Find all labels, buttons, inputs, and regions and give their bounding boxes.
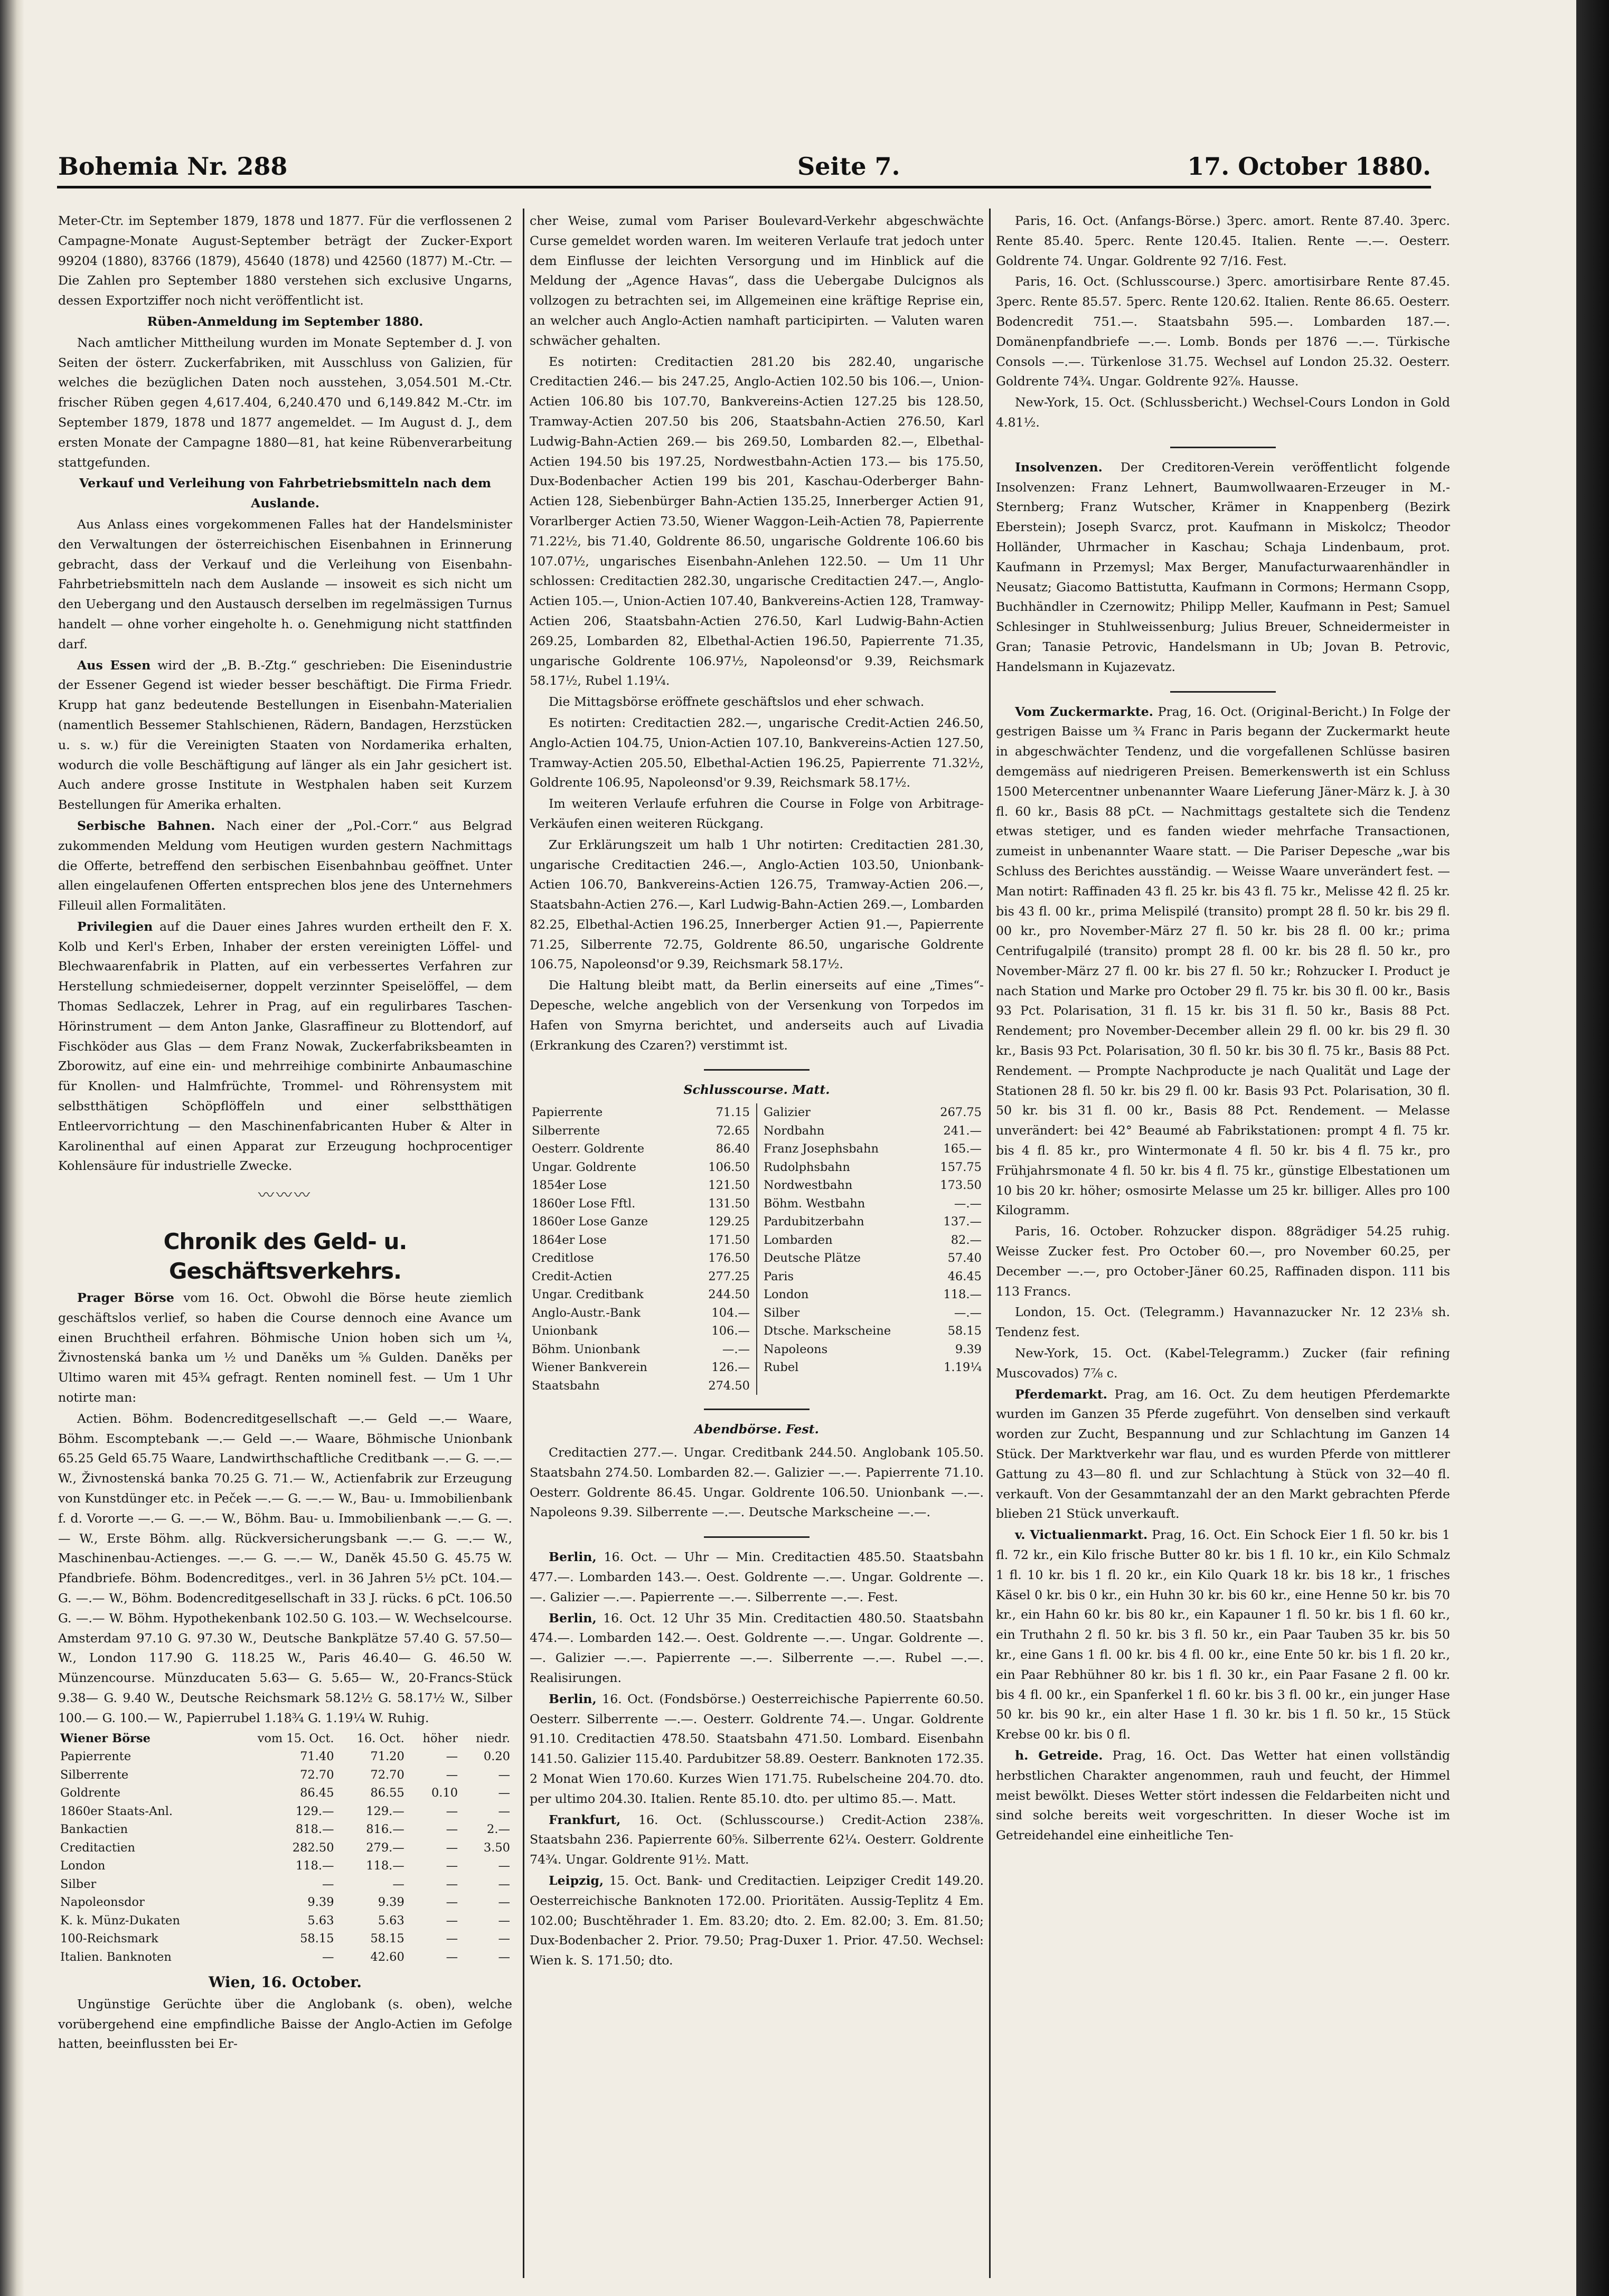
article: [996, 702, 1450, 1221]
table-row: [530, 1158, 752, 1177]
table-cell: 1860er Staats-Anl.: [60, 1804, 173, 1818]
table-cell: Lombarden: [764, 1233, 833, 1247]
column-3: [996, 211, 1450, 2281]
table-header-cell: vom 15. Oct.: [257, 1731, 334, 1745]
table-cell: Creditlose: [532, 1251, 594, 1265]
article: [996, 1525, 1450, 1745]
table-cell: —: [446, 1859, 458, 1873]
table-cell: Italien. Banknoten: [60, 1950, 172, 1964]
article-body: auf die Dauer eines Jahres wurden ertheilt den F. X. Kolb und Kerl's Erben, Inhaber der ersten vereinigten Löffel- und Blechwaarenfabrik in Platten, auf ein verbessertes Verfahren zur Herstellung schmiedeiserner, doppelt verzinnter Speiselöffel, — dem Thomas Sedlaczek, Lehrer in Prag, auf ein regulirbares Taschen-Hörinstrument — dem Anton Janke, Glasraffineur zu Blottendorf, auf Fischköder aus Glas — dem Franz Nowak, Zuckerfabriksbeamten in Zborowitz, auf eine ein- und mehrreihige combinirte Anbaumaschine für Knollen- und Halmfrüchte, Trommel- und Röhrensystem mit selbstthätigen Schöpflöffeln und einer selbstthätigen Entleervorrichtung — den Maschinenfabricanten Huber & Alter in Karolinenthal auf einen Apparat zur Erzeugung hochprocentiger Kohlensäure für industrielle Zwecke.: [58, 919, 512, 1174]
table-cell: 818.—: [295, 1822, 334, 1837]
table-cell: Pardubitzerbahn: [764, 1215, 864, 1229]
page-gutter-shadow: [0, 0, 24, 2296]
table-cell: Silberrente: [60, 1768, 129, 1782]
table-cell: 173.50: [940, 1178, 982, 1193]
table-row: [761, 1286, 984, 1304]
article-body: Der Creditoren-Verein veröffentlicht folgende Insolvenzen: Franz Lehnert, Baumwollwaaren-Erzeuger in M.-Sternberg; Franz Wutscher, Krämer in Knappenberg (Bezirk Eberstein); Joseph Svarcz, prot. Kaufmann in Miskolcz; Theodor Holländer, Uhrmacher in Kaschau; Schaja Lindenbaum, prot. Kaufmann in Przemysl; Max Berger, Manufacturwaarenhändler in Neusatz; Giacomo Battistutta, Kaufmann in Cormons; Hermann Csopp, Buchhändler in Czernowitz; Philipp Meller, Kaufmann in Pest; Samuel Schlesinger in Stuhlweissenburg; Julius Breuer, Schneidermeister in Gran; Tanasie Petrovic, Handelsmann in Ub; Jovan B. Petrovic, Handelsmann in Kujazevatz.: [996, 459, 1450, 674]
table-row: [530, 1286, 752, 1304]
article-heading: Aus Essen: [77, 657, 151, 673]
article: [58, 656, 512, 815]
article-body: 15. Oct. Bank- und Creditactien. Leipziger Credit 149.20. Oesterreichische Banknoten 172.00. Prioritäten. Aussig-Teplitz 4 Em. 102.00; Buschtěhrader 1. Em. 83.20; dto. 2. Em. 82.00; 3. Em. 81.50; Dux-Bodenbacher 2. Prior. 79.50; Prag-Duxer 1. Prior. 47.50. Wechsel: Wien k. S. 171.50; dto.: [530, 1873, 984, 1968]
table-cell: 129.25: [708, 1215, 750, 1229]
table-cell: 86.40: [716, 1142, 750, 1156]
paragraph: London, 15. Oct. (Telegramm.) Havannazucker Nr. 12 23⅛ sh. Tendenz fest.: [996, 1305, 1450, 1340]
table-cell: —: [498, 1913, 510, 1927]
table-row: [58, 1766, 512, 1784]
table-row: [761, 1340, 984, 1359]
table-cell: —: [446, 1822, 458, 1837]
table-row: [530, 1358, 752, 1377]
table-cell: Nordbahn: [764, 1123, 825, 1138]
paragraph: Die Haltung bleibt matt, da Berlin einerseits auf eine „Times“-Depesche, welche angeblich von der Versenkung von Torpedos im Hafen von Smyrna berichtet, und anderseits auch auf Livadia (Erkrankung des Czaren?) verstimmt ist.: [530, 978, 984, 1053]
table-cell: —: [446, 1950, 458, 1964]
paragraph: Aus Anlass eines vorgekommenen Falles hat der Handelsminister den Verwaltungen der österreichischen Eisenbahnen in Erinnerung gebracht, dass der Verkauf und die Verleihung von Eisenbahn-Fahrbetriebsmitteln nach dem Auslande — insoweit es sich nicht um den Uebergang und den Austausch derselben im regelmässigen Turnus handelt — ohne vorher eingeholte h. o. Genehmigung nicht stattfinden darf.: [58, 516, 512, 651]
table-row: [761, 1122, 984, 1140]
paragraph: Zur Erklärungszeit um halb 1 Uhr notirten: Creditactien 281.30, ungarische Creditactien 246.—, Anglo-Actien 103.50, Unionbank-Actien 106.70, Bankvereins-Actien 126.75, Tramway-Actien 206.—, Staatsbahn-Actien 276.—, Karl Ludwig-Bahn-Actien 269.—, Lombarden 82.25, Elbethal-Actien 196.25, Innerberger Actien 91.—, Papierrente 71.25, Silberrente 72.75, Goldrente 86.50, ungarische Goldrente 106.75, Napoleonsd'or 9.39, Reichsmark 58.17½.: [530, 837, 984, 972]
table-cell: 131.50: [708, 1196, 750, 1211]
article-heading: Abendbörse. Fest.: [694, 1422, 819, 1437]
table-cell: 1860er Lose Fftl.: [532, 1196, 636, 1211]
table-cell: 282.50: [292, 1840, 334, 1855]
table-cell: —: [498, 1786, 510, 1800]
table-cell: Ungar. Goldrente: [532, 1160, 636, 1174]
table-cell: 244.50: [708, 1288, 750, 1302]
table-cell: 58.15: [947, 1324, 982, 1338]
table-cell: —: [446, 1768, 458, 1782]
table-row: [761, 1249, 984, 1268]
table-left-half: [530, 1103, 757, 1395]
article-heading: Berlin,: [549, 1691, 597, 1706]
paragraph: Actien. Böhm. Bodencreditgesellschaft —.— Geld —.— Waare, Böhm. Escomptebank —.— Geld —.— Waare, Böhmische Unionbank 65.25 Geld 65.75 Waare, Landwirthschaftliche Creditbank —.— G. —.— W., Živnostenská banka 70.25 G. 71.— W., Actienfabrik zur Erzeugung von Kunstdünger etc. in Peček —.— G. —.— W., Bau- u. Immobilienbank f. d. Vororte —.— G. —.— W., Böhm. Bau- u. Immobilienbank —.— G. —.— W., Erste Böhm. allg. Rückversicherungsbank —.— G. —.— W., Maschinenbau-Actienges. —.— G. —.— W., Daněk 45.50 G. 45.75 W. Pfandbriefe. Böhm. Bodencreditges., verl. in 36 Jahren 5½ pCt. 104.— G. —.— W., Böhm. Bodencreditgesellschaft in 33 J. rücks. 6 pCt. 106.50 G. —.— W. Böhm. Hypothekenbank 102.50 G. 103.— W. Wechselcourse. Amsterdam 97.10 G. 97.30 W., Deutsche Bankplätze 57.40 G. 57.50— W., London 117.90 G. 118.25 W., Paris 46.40— G. 46.50 W. Münzencourse. Münzducaten 5.63— G. 5.65— W., 20-Francs-Stück 9.38— G. 9.40 W., Deutsche Reichsmark 58.12½ G. 58.17½ W., Silber 100.— G. 100.— W., Papierrubel 1.18¾ G. 1.19¼ W. Ruhig.: [58, 1411, 512, 1725]
table-cell: Unionbank: [532, 1324, 598, 1338]
table-cell: 9.39: [307, 1895, 334, 1910]
table-cell: Credit-Actien: [532, 1269, 613, 1283]
table-cell: Ungar. Creditbank: [532, 1288, 644, 1302]
article: [58, 917, 512, 1176]
page-number: Seite 7.: [797, 152, 900, 181]
article-heading: h. Getreide.: [1015, 1747, 1103, 1763]
table-cell: 57.40: [947, 1251, 982, 1265]
article-body: Prag, 16. Oct. Das Wetter hat einen vollständig herbstlichen Charakter angenommen, rauh und feucht, der Himmel meist bewölkt. Dieses Wetter stört indessen die Feldarbeiten nicht und sind solche bereits weit vorgeschritten. In dieser Woche ist im Getreidehandel eine einheitliche Ten-: [996, 1747, 1450, 1843]
table-cell: —: [498, 1932, 510, 1946]
article: [530, 1689, 984, 1809]
paragraph: New-York, 15. Oct. (Schlussbericht.) Wechsel-Cours London in Gold 4.81½.: [996, 395, 1450, 430]
table-row: [58, 1802, 512, 1821]
table-cell: Böhm. Unionbank: [532, 1342, 640, 1356]
table-cell: —: [446, 1913, 458, 1927]
article-body: 16. Oct. 12 Uhr 35 Min. Creditactien 480.50. Staatsbahn 474.—. Lombarden 142.—. Oest. Goldrente —.—. Ungar. Goldrente —.—. Galizier —.—. Papierrente —.—. Silberrente —.—. Rubel —.—. Realisirungen.: [530, 1610, 984, 1686]
table-row: [530, 1103, 752, 1122]
table-cell: Rudolphsbahn: [764, 1160, 850, 1174]
table-cell: 71.40: [300, 1750, 334, 1764]
paragraph: Paris, 16. Oct. (Schlusscourse.) 3perc. amortisirbare Rente 87.45. 3perc. Rente 85.57. 5perc. Rente 120.62. Italien. Rente 86.65. Oesterr. Bodencredit 751.—. Staatsbahn 595.—. Lombarden 187.—. Domänenpfandbriefe —.—. Lomb. Bonds per 1876 —.—. Türkische Consols —.—. Türkenlose 31.75. Wechsel auf London 25.32. Oesterr. Goldrente 74¾. Ungar. Goldrente 92⅞. Hausse.: [996, 274, 1450, 389]
table-cell: —: [392, 1877, 404, 1891]
article-body: 16. Oct. (Fondsbörse.) Oesterreichische Papierrente 60.50. Oesterr. Silberrente —.—. Oesterr. Goldrente 74.—. Ungar. Goldrente 91.10. Creditactien 478.50. Staatsbahn 471.50. Lombard. Eisenbahn 141.50. Galizier 115.40. Pardubitzer 58.89. Oesterr. Banknoten 172.35. 2 Monat Wien 170.60. Kurzes Wien 171.75. Rubelscheine 204.70. dto. per ultimo 204.30. Italien. Rente 85.10. dto. per ultimo 85.—. Matt.: [530, 1691, 984, 1806]
table-cell: 176.50: [708, 1251, 750, 1265]
table-row: [58, 1948, 512, 1967]
table-right-half: [757, 1103, 984, 1395]
table-cell: 2.—: [487, 1822, 510, 1837]
table-row: [530, 1322, 752, 1340]
table-header-cell: 16. Oct.: [356, 1731, 404, 1745]
table-cell: Silber: [764, 1306, 800, 1320]
article-heading: Wien, 16. October.: [208, 1973, 362, 1991]
header-rule: [57, 186, 1431, 188]
article: [996, 1746, 1450, 1846]
table-cell: 118.—: [366, 1859, 404, 1873]
column-divider: [523, 209, 524, 2278]
table-cell: Anglo-Austr.-Bank: [532, 1306, 641, 1320]
table-row: [530, 1231, 752, 1250]
table-row: [530, 1195, 752, 1213]
table-cell: Böhm. Westbahn: [764, 1196, 865, 1211]
paragraph: Paris, 16. Oct. (Anfangs-Börse.) 3perc. amort. Rente 87.40. 3perc. Rente 85.40. 5perc. Rente 120.45. Italien. Rente —.—. Oesterr. Goldrente 74. Ungar. Goldrente 92 7/16. Fest.: [996, 213, 1450, 268]
paragraph: cher Weise, zumal vom Pariser Boulevard-Verkehr abgeschwächte Curse gemeldet worden waren. Im weiteren Verlaufe trat jedoch unter dem Einflusse der leichten Versorgung und im Hinblick auf die Meldung der „Agence Havas“, dass die Uebergabe Dulcignos als vollzogen zu betrachten sei, im Allgemeinen eine kräftige Reprise ein, an welcher auch Anglo-Actien namhaft participirten. — Valuten waren schwächer gehalten.: [530, 213, 984, 348]
paragraph: New-York, 15. Oct. (Kabel-Telegramm.) Zucker (fair refining Muscovados) 7⅞ c.: [996, 1346, 1450, 1381]
table-row: [58, 1912, 512, 1930]
table-cell: —: [498, 1804, 510, 1818]
table-cell: 1860er Lose Ganze: [532, 1215, 648, 1229]
article-heading: Vom Zuckermarkte.: [1015, 704, 1153, 719]
separator-rule: [1170, 447, 1276, 448]
article-body: Prag, 16. Oct. Ein Schock Eier 1 fl. 50 kr. bis 1 fl. 72 kr., ein Kilo frische Butter 80 kr. bis 1 fl. 10 kr., ein Kilo Schmalz 1 fl. 10 kr. bis 1 fl. 20 kr., ein Kilo Quark 18 kr. bis 18 kr., 1 frisches Käsel 0 kr. bis 0 kr., ein Huhn 30 kr. bis 60 kr., eine Henne 50 kr. bis 70 kr., ein Hahn 60 kr. bis 80 kr., ein Kapauner 1 fl. 50 kr. bis 1 fl. 60 kr., ein Truthahn 2 fl. 50 kr. bis 3 fl. 50 kr., ein Paar Tauben 35 kr. bis 50 kr., eine Gans 1 fl. 00 kr. bis 4 fl. 00 kr., eine Ente 50 kr. bis 1 fl. 20 kr., ein Paar Rebhühner 80 kr. bis 1 fl. 30 kr., ein Paar Fasane 2 fl. 00 kr. bis 4 fl. 00 kr., ein Spanferkel 1 fl. 60 kr. bis 3 fl. 00 kr., ein junger Hase 50 kr. bis 90 kr., ein alter Hase 1 fl. 30 kr. bis 1 fl. 50 kr., 15 Stück Krebse 00 kr. bis 0 fl.: [996, 1527, 1450, 1742]
table-cell: 1864er Lose: [532, 1233, 607, 1247]
table-cell: 82.—: [951, 1233, 982, 1247]
section-ornament: 〰〰〰: [258, 1186, 312, 1205]
table-title: Schlusscourse. Matt.: [683, 1082, 830, 1098]
table-cell: 58.15: [300, 1932, 334, 1946]
table-cell: 129.—: [366, 1804, 404, 1818]
table-cell: 274.50: [708, 1378, 750, 1393]
separator-rule: [704, 1536, 810, 1538]
table-body: [761, 1103, 984, 1377]
table-cell: 277.25: [708, 1269, 750, 1283]
paragraph: Im weiteren Verlaufe erfuhren die Course in Folge von Arbitrage-Verkäufen einen weiteren Rückgang.: [530, 796, 984, 831]
table-row: [58, 1839, 512, 1857]
table-cell: 165.—: [943, 1142, 982, 1156]
table-cell: 121.50: [708, 1178, 750, 1193]
table-cell: —: [446, 1804, 458, 1818]
table-row: [761, 1103, 984, 1122]
table-cell: 3.50: [483, 1840, 510, 1855]
table-cell: London: [60, 1859, 106, 1873]
table-cell: —: [446, 1840, 458, 1855]
article-heading: Rüben-Anmeldung im September 1880.: [147, 314, 424, 329]
table-cell: —: [498, 1768, 510, 1782]
table-cell: 42.60: [370, 1950, 404, 1964]
table-cell: Staatsbahn: [532, 1378, 600, 1393]
table-cell: 126.—: [711, 1360, 750, 1375]
table-cell: Rubel: [764, 1360, 799, 1375]
table-row: [761, 1195, 984, 1213]
paragraph: Die Mittagsbörse eröffnete geschäftslos und eher schwach.: [549, 694, 925, 710]
table-cell: Silber: [60, 1877, 97, 1891]
table-row: [761, 1304, 984, 1322]
paragraph: Meter-Ctr. im September 1879, 1878 und 1877. Für die verflossenen 2 Campagne-Monate August-September beträgt der Zucker-Export 99204 (1880), 83766 (1879), 45640 (1878) und 42560 (1877) M.-Ctr. — Die Zahlen pro September 1880 verstehen sich exclusive Ungarns, dessen Exportziffer noch nicht veröffentlicht ist.: [58, 213, 512, 308]
table-cell: 58.15: [370, 1932, 404, 1946]
column-divider: [989, 209, 991, 2278]
article-heading: Frankfurt,: [549, 1812, 621, 1827]
article-body: wird der „B. B.-Ztg.“ geschrieben: Die Eisenindustrie der Essener Gegend ist wieder besser beschäftigt. Die Firma Friedr. Krupp hat ganz bedeutende Bestellungen in Eisenbahn-Materialien (namentlich Bessemer Stahlschienen, Rädern, Bandagen, Herzstücken u. s. w.) für die Vereinigten Staaten von Nordamerika erhalten, wodurch die volle Beschäftigung auf länger als ein Jahr gesichert ist. Auch andere grosse Institute in Westphalen haben seit Kurzem Bestellungen für Amerika erhalten.: [58, 657, 512, 812]
table-header-cell: höher: [422, 1731, 458, 1745]
table-row: [530, 1304, 752, 1322]
table-row: [530, 1340, 752, 1359]
table-cell: 5.63: [307, 1913, 334, 1927]
table-row: [761, 1176, 984, 1195]
table-cell: K. k. Münz-Dukaten: [60, 1913, 180, 1927]
table-cell: 816.—: [366, 1822, 404, 1837]
separator-rule: [1170, 691, 1276, 693]
paragraph: Creditactien 277.—. Ungar. Creditbank 244.50. Anglobank 105.50. Staatsbahn 274.50. Lombarden 82.—. Galizier —.—. Papierrente 71.10. Oesterr. Goldrente 86.45. Ungar. Goldrente 106.50. Unionbank —.—. Napoleons 9.39. Silberrente —.—. Deutsche Markscheine —.—.: [530, 1445, 984, 1520]
table-row: [58, 1784, 512, 1802]
table-cell: 71.15: [716, 1106, 750, 1120]
wiener-boerse-table: [58, 1730, 512, 1967]
article: [996, 458, 1450, 677]
table-cell: 100-Reichsmark: [60, 1932, 158, 1946]
table-row: [761, 1158, 984, 1177]
table-cell: Papierrente: [60, 1750, 131, 1764]
table-cell: 106.50: [708, 1160, 750, 1174]
article-heading: v. Victualienmarkt.: [1015, 1527, 1148, 1543]
table-row: [761, 1268, 984, 1286]
table-cell: 267.75: [940, 1106, 982, 1120]
table-cell: 5.63: [378, 1913, 404, 1927]
article-heading: Pferdemarkt.: [1015, 1386, 1107, 1402]
article: [530, 1810, 984, 1870]
table-cell: Papierrente: [532, 1106, 603, 1120]
table-body: [530, 1103, 752, 1395]
table-cell: 72.70: [300, 1768, 334, 1782]
separator-rule: [704, 1069, 810, 1071]
column-1: [58, 211, 512, 2281]
article-heading: Insolvenzen.: [1015, 459, 1103, 475]
table-cell: Nordwestbahn: [764, 1178, 853, 1193]
article: [530, 1871, 984, 1971]
paragraph: Nach amtlicher Mittheilung wurden im Monate September d. J. von Seiten der österr. Zuckerfabriken, mit Ausschluss von Galizien, für welches die bezüglichen Daten noch ausstehen, 3,054.501 M.-Ctr. frischer Rüben gegen 4,617.404, 6,240.470 und 6,149.842 M.-Ctr. im September 1879, 1878 und 1877 angemeldet. — Im August d. J., dem ersten Monate der Campagne 1880—81, hat keine Rübenverarbeitung stattgefunden.: [58, 335, 512, 470]
table-row: [761, 1358, 984, 1377]
table-cell: Dtsche. Markscheine: [764, 1324, 891, 1338]
table-cell: 0.20: [483, 1750, 510, 1764]
table-cell: 9.39: [955, 1342, 982, 1356]
table-cell: Oesterr. Goldrente: [532, 1142, 645, 1156]
table-cell: 1.19¼: [944, 1360, 982, 1375]
table-cell: 106.—: [711, 1324, 750, 1338]
article-heading: Serbische Bahnen.: [77, 818, 215, 833]
table-cell: London: [764, 1288, 809, 1302]
table-cell: 72.70: [370, 1768, 404, 1782]
paragraph: Es notirten: Creditactien 281.20 bis 282.40, ungarische Creditactien 246.— bis 247.25, Anglo-Actien 102.50 bis 106.—, Union-Actien 106.80 bis 107.70, Bankvereins-Actien 127.25 bis 128.50, Tramway-Actien 207.50 bis 206, Staatsbahn-Actien 276.50, Karl Ludwig-Bahn-Actien 269.— bis 269.50, Lombarden 82.—, Elbethal-Actien 194.50 bis 197.25, Nordwestbahn-Actien 173.— bis 175.50, Dux-Bodenbacher Actien 199 bis 201, Kaschau-Oderberger Bahn-Actien 128, Siebenbürger Bahn-Actien 135.25, Innerberger Actien 91, Vorarlberger Actien 73.50, Wiener Waggon-Leih-Actien 78, Papierrente 71.22½, bis 71.40, Goldrente 86.50, ungarische Goldrente 106.60 bis 107.07½, ungarisches Eisenbahn-Anlehen 122.50. — Um 11 Uhr schlossen: Creditactien 282.30, ungarische Creditactien 247.—, Anglo-Actien 105.—, Union-Actien 107.40, Bankvereins-Actien 128, Tramway-Actien 206, Staatsbahn-Actien 276.50, Karl Ludwig-Bahn-Actien 269.25, Lombarden 82, Elbethal-Actien 196.50, Papierrente 71.35, ungarische Goldrente 106.97½, Napoleonsd'or 9.39, Reichsmark 58.17½, Rubel 1.19¼.: [530, 354, 984, 688]
table-cell: —: [498, 1859, 510, 1873]
table-row: [58, 1857, 512, 1875]
table-cell: 241.—: [943, 1123, 982, 1138]
table-cell: —.—: [954, 1196, 982, 1211]
table-cell: Galizier: [764, 1106, 811, 1120]
table-header-cell: Wiener Börse: [60, 1731, 150, 1745]
table-cell: —.—: [954, 1306, 982, 1320]
table-cell: Deutsche Plätze: [764, 1251, 861, 1265]
table-cell: 129.—: [295, 1804, 334, 1818]
table-cell: 1854er Lose: [532, 1178, 607, 1193]
table-row: [58, 1747, 512, 1766]
table-cell: 86.45: [300, 1786, 334, 1800]
table-row: [530, 1140, 752, 1158]
table-row: [530, 1249, 752, 1268]
table-row: [761, 1322, 984, 1340]
article-heading: Verkauf und Verleihung von Fahrbetriebsmitteln nach dem Auslande.: [79, 476, 491, 511]
table-cell: 46.45: [947, 1269, 982, 1283]
article-heading: Berlin,: [549, 1549, 597, 1565]
table-row: [530, 1122, 752, 1140]
table-row: [530, 1213, 752, 1231]
table-header-row: [58, 1730, 512, 1748]
article: [58, 1288, 512, 1408]
article-heading: Prager Börse: [77, 1290, 174, 1306]
table-cell: Bankactien: [60, 1822, 128, 1837]
table-cell: Creditactien: [60, 1840, 135, 1855]
table-cell: 104.—: [711, 1306, 750, 1320]
table-cell: —: [446, 1877, 458, 1891]
table-cell: —: [446, 1895, 458, 1910]
masthead: Bohemia Nr. 288: [58, 152, 288, 181]
table-cell: —: [498, 1877, 510, 1891]
schlusscourse-table: [530, 1103, 984, 1395]
article: [530, 1547, 984, 1607]
page-edge-shadow: [1576, 0, 1609, 2296]
article-body: Prag, am 16. Oct. Zu dem heutigen Pferdemarkte wurden im Ganzen 35 Pferde zugeführt. Von denselben sind verkauft worden zur Zucht, Bespannung und zur Schlachtung im Ganzen 14 Stück. Der Marktverkehr war flau, und es wurden Pferde von mittlerer Gattung zu 43—80 fl. und zur Schlachtung à Stück von 32—40 fl. verkauft. Von der Gesammtanzahl der an den Markt gebrachten Pferde blieben 21 Stück unverkauft.: [996, 1386, 1450, 1522]
table-cell: —: [322, 1877, 334, 1891]
table-cell: —: [498, 1950, 510, 1964]
table-cell: 71.20: [370, 1750, 404, 1764]
table-cell: 0.10: [431, 1786, 458, 1800]
table-cell: 72.65: [716, 1123, 750, 1138]
table-row: [761, 1213, 984, 1231]
column-2: [530, 211, 984, 2281]
table-cell: 279.—: [366, 1840, 404, 1855]
article-heading: Berlin,: [549, 1610, 597, 1626]
table-cell: Napoleonsdor: [60, 1895, 145, 1910]
table-row: [58, 1893, 512, 1912]
table-row: [530, 1176, 752, 1195]
table-row: [761, 1140, 984, 1158]
table-cell: Franz Josephsbahn: [764, 1142, 879, 1156]
table-cell: —: [322, 1950, 334, 1964]
article-body: 16. Oct. — Uhr — Min. Creditactien 485.50. Staatsbahn 477.—. Lombarden 143.—. Oest. Goldrente —.—. Ungar. Goldrente —.—. Galizier —.—. Papierrente —.—. Silberrente —.—. Fest.: [530, 1549, 984, 1604]
table-cell: 118.—: [943, 1288, 982, 1302]
table-row: [530, 1268, 752, 1286]
table-cell: —: [446, 1750, 458, 1764]
table-header-cell: niedr.: [476, 1731, 510, 1745]
article-heading: Leipzig,: [549, 1873, 604, 1888]
table-cell: Napoleons: [764, 1342, 828, 1356]
issue-date: 17. October 1880.: [1187, 152, 1431, 181]
table-row: [761, 1231, 984, 1250]
separator-rule: [704, 1409, 810, 1410]
table-cell: Wiener Bankverein: [532, 1360, 647, 1375]
article: [58, 312, 512, 332]
table-cell: Paris: [764, 1269, 794, 1283]
table-cell: 9.39: [378, 1895, 404, 1910]
article-body: Nach einer der „Pol.-Corr.“ aus Belgrad zukommenden Meldung vom Heutigen wurden gestern Nachmittags die Offerte, betreffend den serbischen Eisenbahnbau geöffnet. Unter allen eingelaufenen Offerten entsprechen blos jene des Unternehmers Filleuil allen Formalitäten.: [58, 818, 512, 913]
table-row: [530, 1377, 752, 1395]
article-heading: Privilegien: [77, 919, 153, 934]
article: [530, 1609, 984, 1688]
table-cell: —: [498, 1895, 510, 1910]
table-cell: Goldrente: [60, 1786, 121, 1800]
article: [58, 474, 512, 514]
article-body: Prag, 16. Oct. (Original-Bericht.) In Folge der gestrigen Baisse um ¾ Franc in Paris begann der Zuckermarkt heute in abgeschwächter Tendenz, und die vorgefallenen Schlüsse basiren demgemäss auf niedrigeren Preisen. Bemerkenswerth ist ein Schluss 1500 Metercentner unbenannter Waare Lieferung Jäner-März k. J. à 30 fl. 60 kr., Basis 88 pCt. — Nachmittags gestaltete sich die Tendenz etwas stetiger, und es fanden wieder mehrfache Transactionen, zumeist in unbenannter Waare statt. — Die Pariser Depesche „war bis Schluss des Berichtes ausständig. — Weisse Waare unverändert fest. — Man notirt: Raffinaden 43 fl. 25 kr. bis 43 fl. 75 kr., Melisse 42 fl. 25 kr. bis 43 fl. 00 kr., prima Melispilé (transito) prompt 28 fl. 50 kr. bis 29 fl. 00 kr., pro November-März 27 fl. 50 kr. bis 28 fl. 00 kr.; prima Centrifugalpilé (transito) prompt 28 fl. 00 kr. bis 28 fl. 50 kr., pro November-März 27 fl. 00 kr. bis 27 fl. 50 kr.; Rohzucker I. Product je nach Station und Marke pro October 29 fl. 75 kr. bis 30 fl. 00 kr., Basis 93 Pct. Polarisation, 31 fl. 15 kr. bis 31 fl. 50 kr., Basis 88 Pct. Rendement; pro November-December allein 29 fl. 00 kr. bis 29 fl. 30 kr., Basis 93 Pct. Polarisation, 30 fl. 50 kr. bis 30 fl. 75 kr., Basis 88 Pct. Rendement. — Prompte Nachproducte je nach Qualität und Lage der Stationen 28 fl. 50 kr. bis 29 fl. 00 kr. Basis 93 Pct. Polarisation, 30 fl. 50 kr. bis 31 fl. 00 kr., Basis 88 Pct. Rendement. — Melasse unverändert: bei 42° Beaumé ab Fabrikstationen: prompt 4 fl. 75 kr. bis 4 fl. 85 kr., pro Wintermonate 4 fl. 50 kr. bis 4 fl. 75 kr., pro Frühjahrsmonate 4 fl. 50 kr. bis 4 fl. 75 kr., günstige Elbestationen um 10 bis 20 kr. höher; osmosirte Melasse um 25 kr. billiger. Alles pro 100 Kilogramm.: [996, 704, 1450, 1218]
table-row: [58, 1875, 512, 1894]
table-cell: Silberrente: [532, 1123, 600, 1138]
table-cell: 86.55: [370, 1786, 404, 1800]
table-row: [58, 1820, 512, 1839]
table-cell: 157.75: [940, 1160, 982, 1174]
table-body: [58, 1747, 512, 1966]
table-cell: 171.50: [708, 1233, 750, 1247]
section-title: Chronik des Geld- u. Geschäftsverkehrs.: [163, 1229, 407, 1284]
article-body: vom 16. Oct. Obwohl die Börse heute ziemlich geschäftslos verlief, so haben die Course dennoch eine Avance um einen Bruchtheil erfahren. Böhmische Union hoben sich um ¼, Živnostenská banka um ½ und Daněks um ⅝ Gulden. Daněks per Ultimo waren mit 45¾ gefragt. Renten nominell fest. — Um 1 Uhr notirte man:: [58, 1290, 512, 1405]
table-cell: —: [446, 1932, 458, 1946]
table-row: [58, 1930, 512, 1948]
article: [996, 1385, 1450, 1525]
paragraph: Paris, 16. October. Rohzucker dispon. 88grädiger 54.25 ruhig. Weisse Zucker fest. Pro October 60.—, pro November 60.25, per December —.—, pro October-Jäner 60.25, Raffinaden dispon. 111 bis 113 Francs.: [996, 1224, 1450, 1299]
paragraph: Es notirten: Creditactien 282.—, ungarische Credit-Actien 246.50, Anglo-Actien 104.75, Union-Actien 107.10, Bankvereins-Actien 127.50, Tramway-Actien 205.50, Elbethal-Actien 196.25, Papierrente 71.32½, Goldrente 106.95, Napoleonsd'or 9.39, Reichsmark 58.17½.: [530, 715, 984, 790]
article: [58, 816, 512, 916]
paragraph: Ungünstige Gerüchte über die Anglobank (s. oben), welche vorübergehend eine empfindliche Baisse der Anglo-Actien im Gefolge hatten, beeinflussten bei Er-: [58, 1996, 512, 2052]
table-cell: 137.—: [943, 1215, 982, 1229]
table-cell: —.—: [722, 1342, 750, 1356]
article-body: 16. Oct. (Schlusscourse.) Credit-Action 238⅞. Staatsbahn 236. Papierrente 60⅝. Silberrente 62¼. Oesterr. Goldrente 74¾. Ungar. Goldrente 91½. Matt.: [530, 1812, 984, 1867]
table-cell: 118.—: [295, 1859, 334, 1873]
